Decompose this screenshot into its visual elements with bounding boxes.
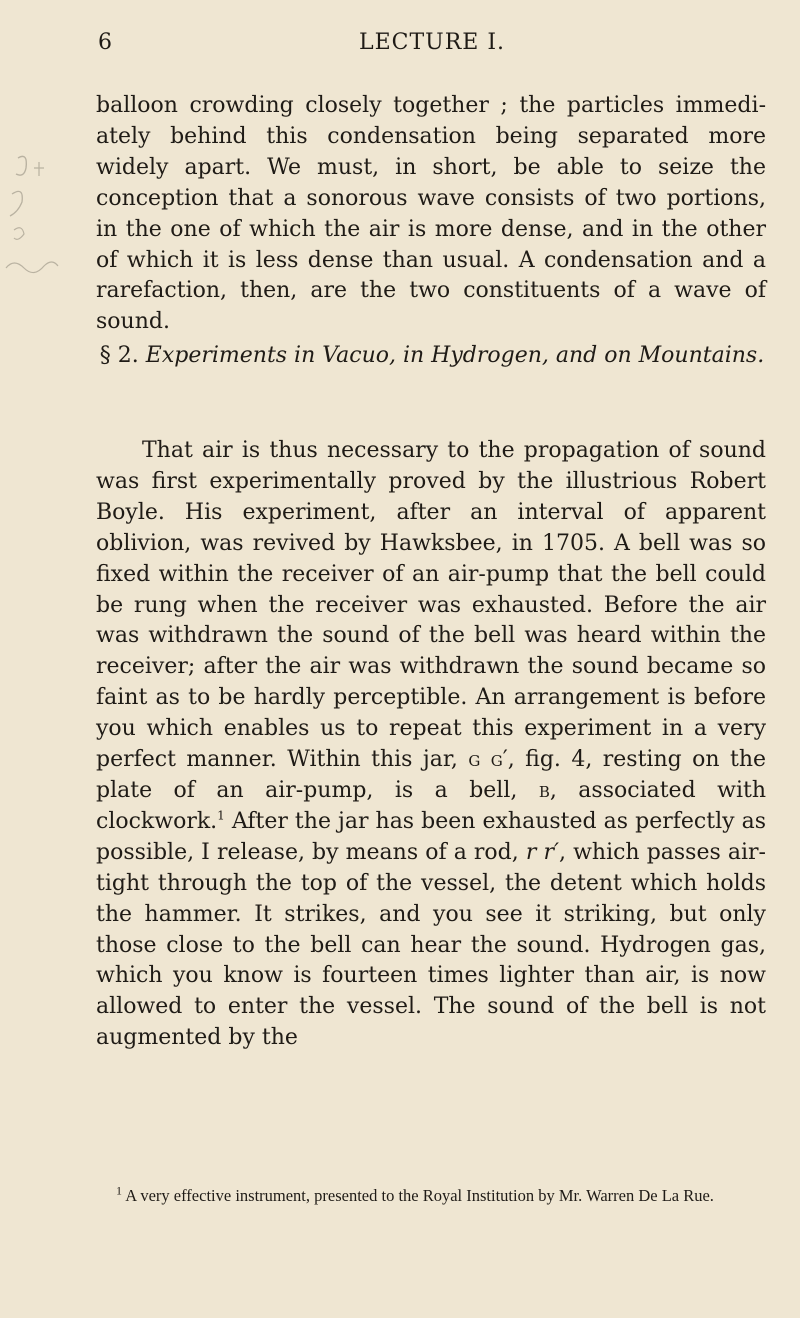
footnote-reference[interactable]: 1 bbox=[217, 808, 225, 823]
section-number: § 2. bbox=[99, 343, 139, 368]
page-number: 6 bbox=[98, 30, 113, 55]
paragraph-text-e: , which passes air-tight through the top of the vessel, the detent which holds the hammer. It strikes, and you see it striking, but only those close to the bell can hear the sound. Hydrogen gas, which you know is fourteen times lighter than air, is now allowed to enter the vessel. The sound of the bell is not augmented by the bbox=[96, 839, 766, 1051]
paragraph-text-c: , associated with clockwork. bbox=[96, 777, 766, 834]
section-title: Experiments in Vacuo, in Hydrogen, and on Mountains. bbox=[145, 343, 765, 368]
section-heading bbox=[96, 340, 768, 372]
rod-label: r r′ bbox=[525, 839, 559, 865]
page-header bbox=[96, 30, 768, 66]
running-head: LECTURE I. bbox=[358, 30, 506, 55]
footnote bbox=[96, 1183, 768, 1208]
footnote-text: A very effective instrument, presented to the Royal Institution by Mr. Warren De La Rue. bbox=[122, 1186, 714, 1205]
paragraph-text-b: , fig. 4, resting on the plate of an air-pump, is a bell, bbox=[96, 747, 767, 803]
bell-label: b bbox=[538, 777, 550, 803]
paragraph-condensation: balloon crowding closely together ; the particles immediately behind this condensation being separated more widely apart. We must, in short, be able to seize the conception that a sonorous wave consists of two portions, in the one of which the air is more dense, and in the other of which it is less dense than usual. A condensation and a rarefaction, then, are the two constituents of a wave of sound. bbox=[96, 93, 766, 335]
paragraph-text-d: After the jar has been exhausted as perfectly as possible, I release, by means of a rod, bbox=[96, 808, 766, 865]
jar-label: g g′ bbox=[468, 747, 508, 773]
footnote-marker: 1 bbox=[116, 1183, 122, 1198]
paragraph-text-a: That air is thus necessary to the propagation of sound was first experimentally proved by the illustrious Robert Boyle. His experiment, after an interval of apparent oblivion, was revived by Hawksbee, in 1705. A bell was so fixed within the receiver of an air-pump that the bell could be rung when the receiver was exhausted. Before the air was withdrawn the sound of the bell was heard within the receiver; after the air was withdrawn the sound became so faint as to be hardly perceptible. An arrangement is before you which enables us to repeat this experiment in a very perfect manner. Within this jar, bbox=[96, 438, 766, 773]
pencil-marginalia bbox=[4, 150, 92, 280]
paragraph-boyle-experiment bbox=[96, 436, 766, 1054]
